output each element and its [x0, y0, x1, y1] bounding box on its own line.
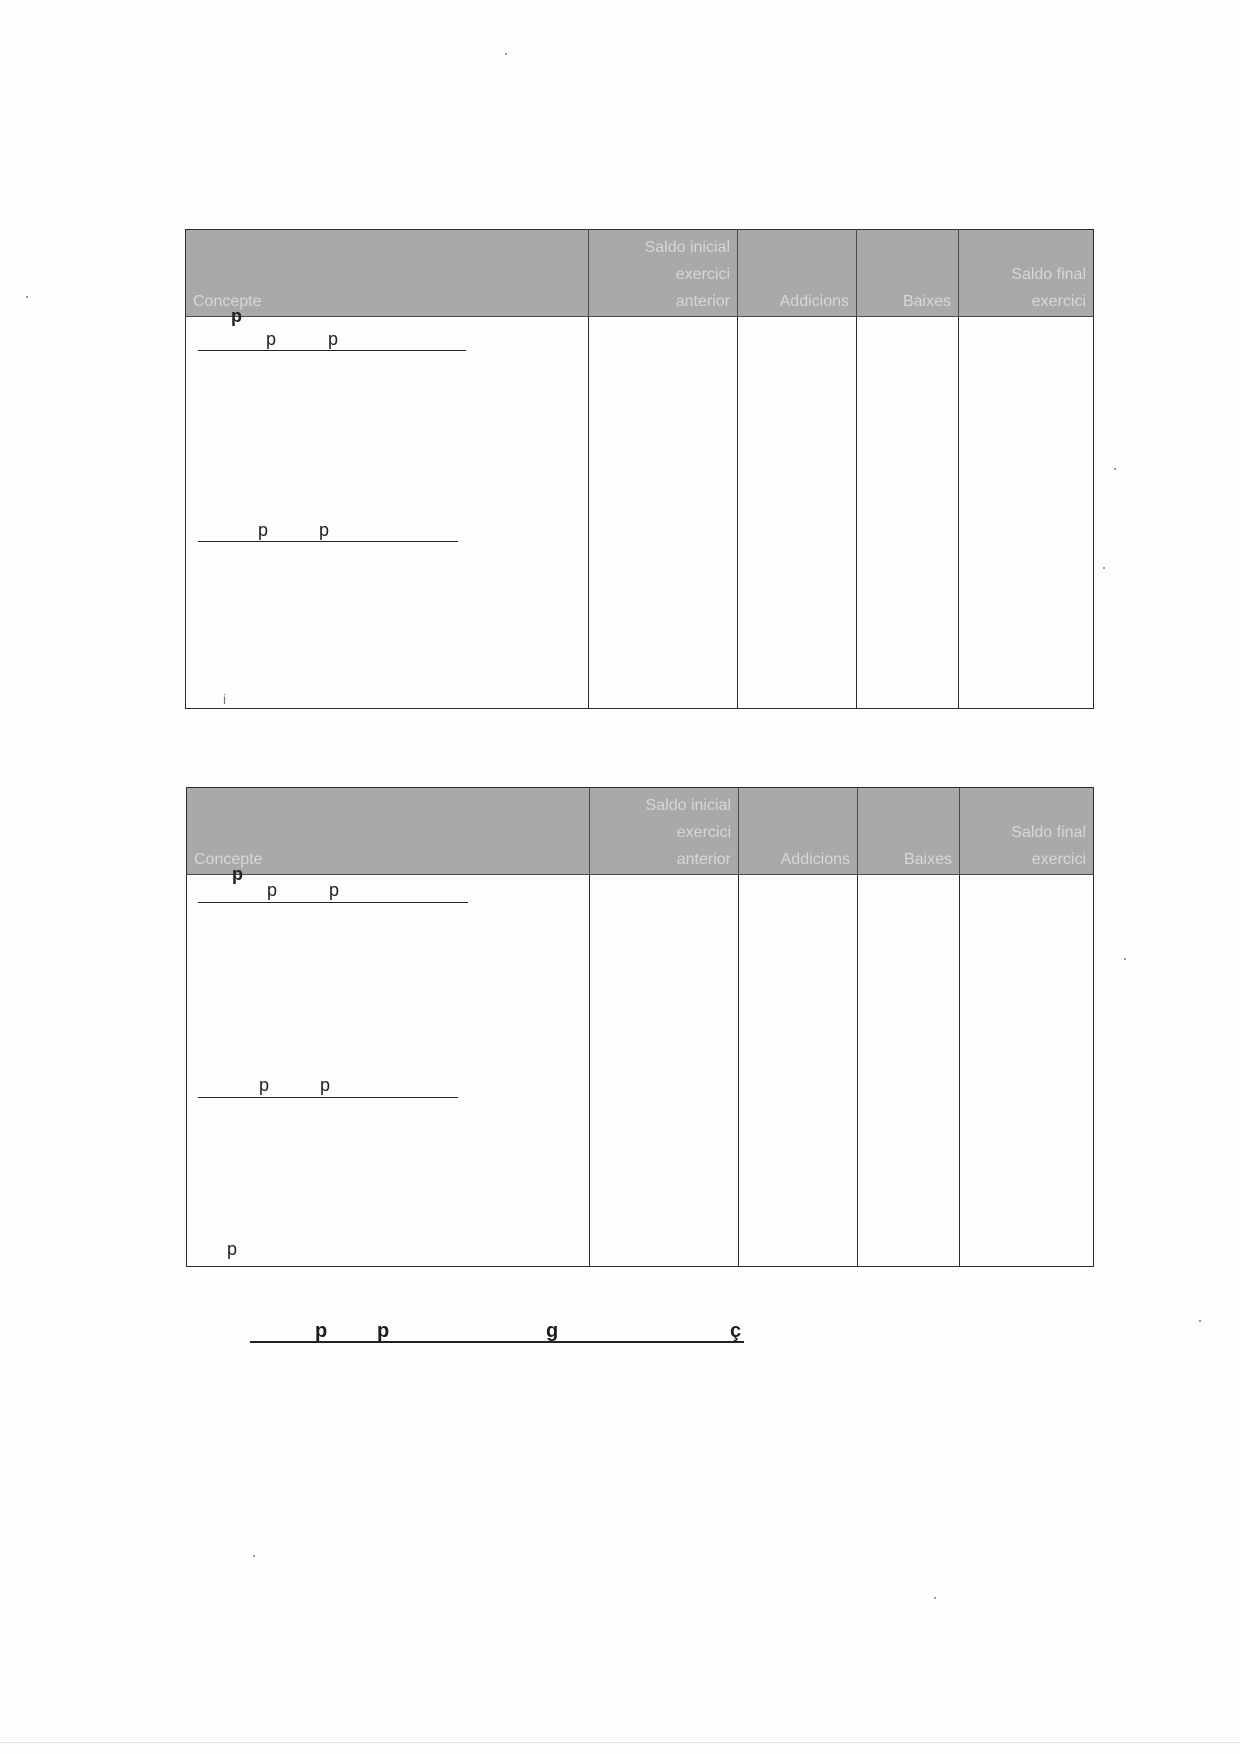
header-baixes: Baixes: [857, 230, 959, 317]
section-underline: [198, 541, 458, 542]
scan-speck: [1124, 958, 1126, 960]
balance-table-1: [185, 229, 1094, 709]
concept-cell: [186, 306, 589, 709]
heading-fragment: ç: [730, 1320, 742, 1342]
text-fragment: p: [258, 520, 269, 540]
heading-underline: [250, 1341, 744, 1343]
table-body-row: [187, 875, 1094, 1267]
baixes-cell: [857, 317, 959, 709]
addicions-cell: [738, 317, 857, 709]
heading-fragment: g: [546, 1320, 559, 1342]
header-concepte: Concepte: [187, 788, 590, 875]
text-fragment: p: [328, 329, 339, 349]
scan-speck: [26, 296, 28, 298]
header-saldo-inicial: Saldo inicial exercici anterior: [589, 230, 738, 317]
scan-speck: [1114, 468, 1116, 470]
text-fragment: p: [267, 880, 278, 900]
saldo-final-cell: [960, 875, 1094, 1267]
heading-fragment: p: [315, 1320, 328, 1342]
saldo-inicial-cell: [590, 875, 739, 1267]
page-edge-line: [0, 1742, 1240, 1743]
header-addicions: Addicions: [738, 230, 857, 317]
addicions-cell: [739, 875, 858, 1267]
section-underline: [198, 350, 466, 351]
text-fragment: p: [329, 880, 340, 900]
scan-speck: [1103, 567, 1105, 569]
header-saldo-inicial: Saldo inicial exercici anterior: [590, 788, 739, 875]
scan-speck: [505, 53, 507, 55]
header-concepte: Concepte: [186, 230, 589, 317]
text-fragment: i: [223, 691, 227, 707]
scan-speck: [1199, 1320, 1201, 1322]
scan-speck: [934, 1597, 936, 1599]
baixes-cell: [858, 875, 960, 1267]
scan-speck: [253, 1555, 255, 1557]
header-baixes: Baixes: [858, 788, 960, 875]
text-fragment: p: [259, 1075, 270, 1095]
header-fragment: p: [231, 306, 242, 326]
section-underline: [198, 1097, 458, 1098]
header-fragment: p: [232, 864, 243, 884]
header-saldo-final: Saldo final exercici: [960, 788, 1094, 875]
header-addicions: Addicions: [739, 788, 858, 875]
text-fragment: p: [319, 520, 330, 540]
table-header-row: [186, 230, 1094, 317]
heading-fragment: p: [377, 1320, 390, 1342]
saldo-final-cell: [959, 317, 1094, 709]
section-underline: [198, 902, 468, 903]
text-fragment: p: [266, 329, 277, 349]
header-saldo-final: Saldo final exercici: [959, 230, 1094, 317]
text-fragment: p: [320, 1075, 331, 1095]
concept-cell: [187, 864, 590, 1267]
balance-table-2: [186, 787, 1094, 1267]
text-fragment: p: [227, 1239, 238, 1259]
table-body-row: [186, 317, 1094, 709]
saldo-inicial-cell: [589, 317, 738, 709]
table-header-row: [187, 788, 1094, 875]
